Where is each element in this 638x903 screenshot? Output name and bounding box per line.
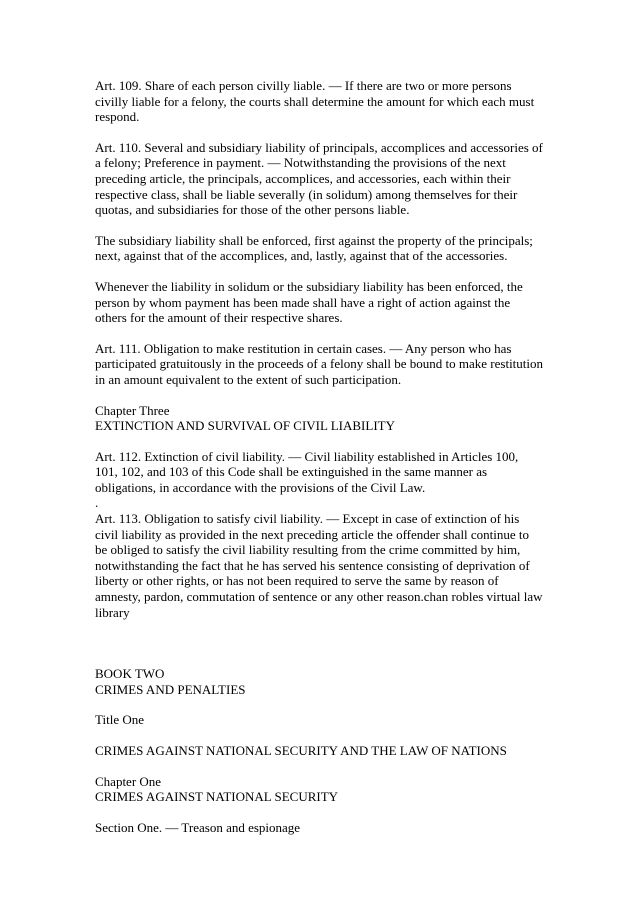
stray-period: .: [95, 495, 99, 511]
article-110: Art. 110. Several and subsidiary liability of principals, accomplices and accessories of a felony; Preference in payment. — Notwithstanding the provisions of the next preceding article, the principals, accomplices, and accessories, each within their respective class, shall be liable severally (in solidum) among themselves for their quotas, and subsidiaries for those of the other persons liable.: [95, 139, 543, 218]
article-112: Art. 112. Extinction of civil liability. — Civil liability established in Articles 100, 101, 102, and 103 of this Code shall be extinguished in the same manner as obligations, in accordance with the provisions of the Civil Law. .: [95, 449, 555, 511]
subsidiary-liability-paragraph: The subsidiary liability shall be enforced, first against the property of the principals; next, against that of the accomplices, and, lastly, against that of the accessories.: [95, 232, 533, 264]
chapter-one-heading: Chapter One CRIMES AGAINST NATIONAL SECURITY: [95, 773, 339, 805]
right-of-action-paragraph: Whenever the liability in solidum or the subsidiary liability has been enforced, the person by whom payment has been made shall have a right of action against the others for the amount of their respective shares.: [95, 278, 523, 326]
title-one-label: Title One: [95, 712, 144, 728]
article-109: Art. 109. Share of each person civilly liable. — If there are two or more persons civilly liable for a felony, the courts shall determine the amount for which each must respond.: [95, 78, 535, 125]
chapter-three-heading: Chapter Three EXTINCTION AND SURVIVAL OF CIVIL LIABILITY: [95, 402, 395, 434]
article-111: Art. 111. Obligation to make restitution in certain cases. — Any person who has participated gratuitously in the proceeds of a felony shall be bound to make restitution in an amount equivalent to the extent of such participation.: [95, 340, 544, 387]
section-one-heading: Section One. — Treason and espionage: [95, 819, 301, 835]
document-page: [95, 78, 555, 835]
book-two-heading: BOOK TWO CRIMES AND PENALTIES: [95, 666, 246, 697]
article-113: Art. 113. Obligation to satisfy civil liability. — Except in case of extinction of his civil liability as provided in the next preceding article the offender shall continue to be obliged to satisfy the civil liability resulting from the crime committed by him, notwithstanding the fact that he has served his sentence consisting of deprivation of liberty or other rights, or has not been required to serve the same by reason of amnesty, pardon, commutation of sentence or any other reason.chan robles virtual law library: [95, 511, 543, 620]
title-one-heading: CRIMES AGAINST NATIONAL SECURITY AND THE LAW OF NATIONS: [95, 743, 507, 758]
